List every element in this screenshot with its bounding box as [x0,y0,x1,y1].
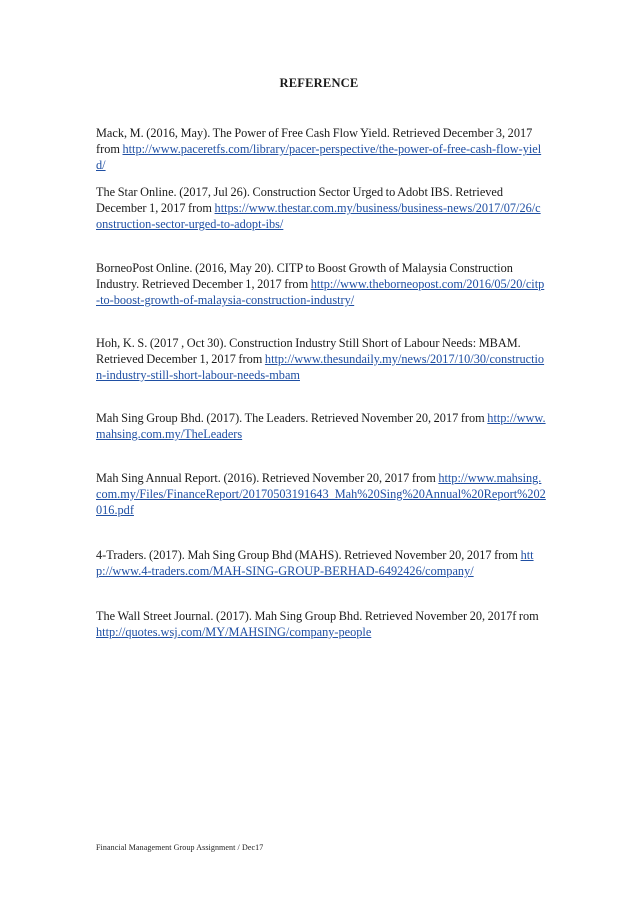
reference-entry-5 [96,410,546,442]
reference-link[interactable]: http://www.mahsing.com.my/Files/FinanceReport/20170503191643_Mah%20Sing%20Annual%20Report%202016.pdf [96,471,546,517]
reference-entry-4 [96,335,546,383]
reference-link[interactable]: http://www.paceretfs.com/library/pacer-perspective/the-power-of-free-cash-flow-yield/ [96,142,542,172]
reference-text: Mah Sing Group Bhd. (2017). The Leaders. Retrieved November 20, 2017 from [96,411,488,425]
reference-link[interactable]: http://www.thesundaily.my/news/2017/10/30/construction-industry-still-short-labour-needs-mbam [96,352,545,382]
reference-entry-6 [96,470,546,518]
reference-link[interactable]: http://www.theborneopost.com/2016/05/20/citp-to-boost-growth-of-malaysia-construction-industry/ [96,277,545,307]
reference-entry-8 [96,608,546,640]
reference-link[interactable]: https://www.thestar.com.my/business/business-news/2017/07/26/construction-sector-urged-to-adopt-ibs/ [96,201,541,231]
reference-text: Mack, M. (2016, May). The Power of Free Cash Flow Yield. Retrieved December 3, 2017 from [96,126,533,156]
reference-text: 4-Traders. (2017). Mah Sing Group Bhd (MAHS). Retrieved November 20, 2017 from [96,548,521,562]
reference-text: BorneoPost Online. (2016, May 20). CITP to Boost Growth of Malaysia Construction Industry. Retrieved December 1, 2017 from [96,261,513,291]
reference-entry-1 [96,125,546,173]
reference-link[interactable]: http://www.mahsing.com.my/TheLeaders [96,411,546,441]
reference-text: The Star Online. (2017, Jul 26). Construction Sector Urged to Adobt IBS. Retrieved December 1, 2017 from [96,185,504,215]
reference-text: The Wall Street Journal. (2017). Mah Sing Group Bhd. Retrieved November 20, 2017f rom [96,609,539,623]
reference-entry-2 [96,184,546,232]
reference-entry-7 [96,547,546,579]
page-footer: Financial Management Group Assignment / Dec17 [96,843,264,852]
reference-link[interactable]: http://quotes.wsj.com/MY/MAHSING/company-people [96,625,372,639]
page-title: REFERENCE [279,76,359,90]
reference-link[interactable]: http://www.4-traders.com/MAH-SING-GROUP-BERHAD-6492426/company/ [96,548,534,578]
reference-entry-3 [96,260,546,308]
reference-text: Mah Sing Annual Report. (2016). Retrieved November 20, 2017 from [96,471,439,485]
reference-text: Hoh, K. S. (2017 , Oct 30). Construction Industry Still Short of Labour Needs: MBAM. Retrieved December 1, 2017 from [96,336,521,366]
